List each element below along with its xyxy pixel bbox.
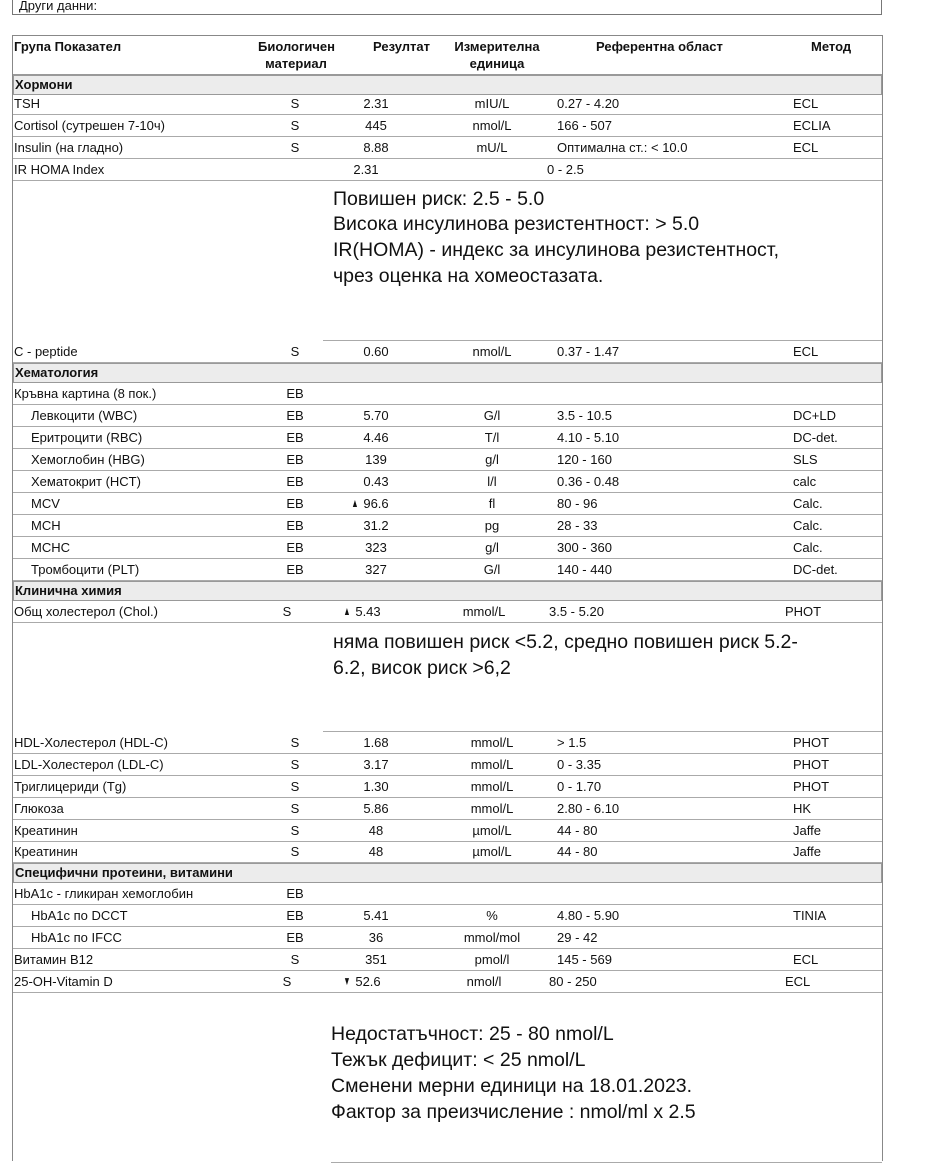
result-value: 1.30 bbox=[363, 779, 389, 794]
reference-range: 120 - 160 bbox=[557, 452, 612, 467]
test-name: 25-OH-Vitamin D bbox=[14, 974, 113, 989]
test-name: MCH bbox=[31, 518, 61, 533]
table-row bbox=[13, 137, 882, 159]
table-row bbox=[13, 798, 882, 820]
reference-range: 3.5 - 5.20 bbox=[549, 604, 604, 619]
material: S bbox=[290, 952, 300, 967]
test-name: HbA1c - гликиран хемоглобин bbox=[14, 886, 194, 901]
method: Jaffe bbox=[793, 844, 821, 859]
table-row bbox=[13, 115, 882, 137]
other-data-label: Други данни: bbox=[19, 0, 98, 13]
result-value: 323 bbox=[365, 540, 387, 555]
result-value: 4.46 bbox=[363, 430, 389, 445]
table-row bbox=[13, 754, 882, 776]
reference-range: 300 - 360 bbox=[557, 540, 612, 555]
method: Calc. bbox=[793, 496, 823, 511]
col-reference: Референтна област bbox=[596, 39, 723, 54]
section-title: Специфични протеини, витамини bbox=[15, 865, 233, 880]
test-name: HbA1c по IFCC bbox=[31, 930, 122, 945]
table-row bbox=[13, 559, 882, 581]
result-value: 445 bbox=[365, 118, 387, 133]
table-row bbox=[13, 601, 882, 623]
material: S bbox=[290, 344, 300, 359]
material: EB bbox=[286, 886, 304, 901]
reference-range: 3.5 - 10.5 bbox=[557, 408, 612, 423]
result-value: 5.86 bbox=[363, 801, 389, 816]
unit: mmol/mol bbox=[463, 930, 521, 945]
test-name: Триглицериди (Tg) bbox=[14, 779, 127, 794]
test-name: Витамин B12 bbox=[14, 952, 94, 967]
result-value: 31.2 bbox=[363, 518, 389, 533]
material: S bbox=[290, 96, 300, 111]
material: S bbox=[282, 604, 292, 619]
result-value: 5.41 bbox=[363, 908, 389, 923]
unit: T/l bbox=[484, 430, 500, 445]
reference-range: 166 - 507 bbox=[557, 118, 612, 133]
table-row bbox=[13, 493, 882, 515]
table-row bbox=[13, 471, 882, 493]
col-result: Резултат bbox=[373, 39, 430, 54]
material: EB bbox=[286, 562, 304, 577]
unit: pmol/l bbox=[474, 952, 510, 967]
result-value: 52.6 bbox=[355, 974, 381, 989]
table-row bbox=[13, 732, 882, 754]
test-name: Тромбоцити (PLT) bbox=[31, 562, 140, 577]
material: S bbox=[290, 735, 300, 750]
method: ECL bbox=[785, 974, 811, 989]
reference-range: 2.80 - 6.10 bbox=[557, 801, 620, 816]
material: S bbox=[290, 118, 300, 133]
unit: mmol/L bbox=[470, 779, 514, 794]
result-value: 3.17 bbox=[363, 757, 389, 772]
method: DC-det. bbox=[793, 430, 838, 445]
section-title: Хормони bbox=[15, 77, 73, 92]
result-value: 96.6 bbox=[363, 496, 389, 511]
unit: mmol/L bbox=[470, 801, 514, 816]
note-line: няма повишен риск <5.2, средно повишен риск 5.2- bbox=[333, 631, 798, 653]
method: ECL bbox=[793, 344, 819, 359]
arrow-up-icon: ▲ bbox=[343, 604, 351, 618]
material: S bbox=[290, 801, 300, 816]
test-name: Кръвна картина (8 пок.) bbox=[14, 386, 157, 401]
result-value: 36 bbox=[368, 930, 384, 945]
method: ECL bbox=[793, 96, 819, 111]
method: PHOT bbox=[785, 604, 822, 619]
reference-range: 29 - 42 bbox=[557, 930, 598, 945]
material: S bbox=[282, 974, 292, 989]
unit: l/l bbox=[487, 474, 497, 489]
reference-range: 44 - 80 bbox=[557, 844, 598, 859]
test-name: Еритроцити (RBC) bbox=[31, 430, 143, 445]
table-row bbox=[13, 905, 882, 927]
unit: mmol/L bbox=[470, 757, 514, 772]
method: TINIA bbox=[793, 908, 827, 923]
table-row bbox=[13, 971, 882, 993]
unit: fl bbox=[488, 496, 496, 511]
result-value: 5.70 bbox=[363, 408, 389, 423]
test-name: IR HOMA Index bbox=[14, 162, 105, 177]
material: S bbox=[290, 140, 300, 155]
unit: g/l bbox=[485, 452, 499, 467]
test-name: Левкоцити (WBC) bbox=[31, 408, 138, 423]
method: DC+LD bbox=[793, 408, 836, 423]
method: PHOT bbox=[793, 779, 830, 794]
result-value: 2.31 bbox=[363, 96, 389, 111]
result-value: 351 bbox=[365, 952, 387, 967]
reference-range: 0.27 - 4.20 bbox=[557, 96, 620, 111]
note-line: 6.2, висок риск >6,2 bbox=[333, 657, 511, 679]
result-value: 2.31 bbox=[353, 162, 379, 177]
result-value: 5.43 bbox=[355, 604, 381, 619]
note-line: Сменени мерни единици на 18.01.2023. bbox=[331, 1075, 693, 1097]
method: calc bbox=[793, 474, 817, 489]
other-data-box bbox=[12, 0, 882, 15]
section-header bbox=[13, 75, 882, 95]
reference-range: 80 - 250 bbox=[549, 974, 597, 989]
note-line: Фактор за преизчисление : nmol/ml x 2.5 bbox=[331, 1101, 696, 1123]
test-name: TSH bbox=[14, 96, 40, 111]
material: EB bbox=[286, 496, 304, 511]
method: ECL bbox=[793, 140, 819, 155]
method: Jaffe bbox=[793, 823, 821, 838]
material: EB bbox=[286, 408, 304, 423]
material: S bbox=[290, 757, 300, 772]
note-line: Тежък дефицит: < 25 nmol/L bbox=[331, 1049, 586, 1071]
method: SLS bbox=[793, 452, 818, 467]
material: EB bbox=[286, 930, 304, 945]
unit: mmol/L bbox=[470, 735, 514, 750]
table-row bbox=[13, 341, 882, 363]
section-header bbox=[13, 863, 882, 883]
unit: G/l bbox=[483, 562, 501, 577]
unit: % bbox=[486, 908, 498, 923]
reference-range: 0 - 2.5 bbox=[547, 162, 584, 177]
divider bbox=[323, 731, 882, 732]
result-value: 139 bbox=[365, 452, 387, 467]
section-title: Клинична химия bbox=[15, 583, 122, 598]
unit: pg bbox=[484, 518, 500, 533]
reference-range: > 1.5 bbox=[557, 735, 587, 750]
table-row bbox=[13, 93, 882, 115]
section-header bbox=[13, 363, 882, 383]
col-unit: Измерителна единица bbox=[454, 39, 540, 71]
result-value: 0.43 bbox=[363, 474, 389, 489]
table-row bbox=[13, 159, 882, 181]
table-row bbox=[13, 776, 882, 798]
reference-range: 44 - 80 bbox=[557, 823, 598, 838]
results-table bbox=[12, 35, 883, 1161]
method: Calc. bbox=[793, 518, 823, 533]
section-header bbox=[13, 581, 882, 601]
divider bbox=[323, 340, 882, 341]
method: PHOT bbox=[793, 735, 830, 750]
note-line: Недостатъчност: 25 - 80 nmol/L bbox=[331, 1023, 614, 1045]
material: S bbox=[290, 779, 300, 794]
unit: µmol/L bbox=[472, 844, 512, 859]
reference-range: 0 - 1.70 bbox=[557, 779, 602, 794]
col-material: Биологичен материал bbox=[258, 39, 336, 71]
result-value: 0.60 bbox=[363, 344, 389, 359]
note-line: Висока инсулинова резистентност: > 5.0 bbox=[333, 213, 700, 235]
table-row bbox=[13, 883, 882, 905]
result-value: 327 bbox=[365, 562, 387, 577]
material: EB bbox=[286, 452, 304, 467]
test-name: Креатинин bbox=[14, 823, 78, 838]
unit: g/l bbox=[485, 540, 499, 555]
table-row bbox=[13, 515, 882, 537]
material: EB bbox=[286, 518, 304, 533]
col-method: Метод bbox=[811, 39, 852, 54]
test-name: MCV bbox=[31, 496, 60, 511]
test-name: Общ холестерол (Chol.) bbox=[14, 604, 158, 619]
unit: µmol/L bbox=[472, 823, 512, 838]
material: EB bbox=[286, 908, 304, 923]
test-name: Хемоглобин (HBG) bbox=[31, 452, 145, 467]
col-group: Група Показател bbox=[14, 39, 122, 54]
reference-range: 145 - 569 bbox=[557, 952, 612, 967]
unit: nmol/l bbox=[466, 974, 502, 989]
note-line: IR(HOMA) - индекс за инсулинова резистентност, bbox=[333, 239, 779, 261]
unit: G/l bbox=[483, 408, 501, 423]
note-line: чрез оценка на хомеостазата. bbox=[333, 265, 604, 287]
test-name: LDL-Холестерол (LDL-C) bbox=[14, 757, 164, 772]
material: S bbox=[290, 844, 300, 859]
result-value: 1.68 bbox=[363, 735, 389, 750]
method: DC-det. bbox=[793, 562, 838, 577]
reference-range: Оптимална ст.: < 10.0 bbox=[557, 140, 688, 155]
test-name: MCHC bbox=[31, 540, 70, 555]
reference-range: 4.80 - 5.90 bbox=[557, 908, 620, 923]
method: Calc. bbox=[793, 540, 823, 555]
reference-range: 4.10 - 5.10 bbox=[557, 430, 620, 445]
reference-range: 0 - 3.35 bbox=[557, 757, 602, 772]
test-name: HbA1c по DCCT bbox=[31, 908, 128, 923]
reference-range: 140 - 440 bbox=[557, 562, 612, 577]
result-value: 48 bbox=[368, 844, 384, 859]
reference-range: 80 - 96 bbox=[557, 496, 598, 511]
test-name: Креатинин bbox=[14, 844, 78, 859]
table-row bbox=[13, 537, 882, 559]
method: HK bbox=[793, 801, 812, 816]
material: EB bbox=[286, 474, 304, 489]
note-line: Повишен риск: 2.5 - 5.0 bbox=[333, 188, 545, 210]
material: EB bbox=[286, 386, 304, 401]
material: EB bbox=[286, 430, 304, 445]
table-header bbox=[13, 36, 882, 75]
reference-range: 0.36 - 0.48 bbox=[557, 474, 620, 489]
arrow-up-icon: ▲ bbox=[351, 496, 359, 510]
table-row bbox=[13, 427, 882, 449]
test-name: Cortisol (сутрешен 7-10ч) bbox=[14, 118, 165, 133]
table-row bbox=[13, 927, 882, 949]
table-row bbox=[13, 405, 882, 427]
unit: nmol/L bbox=[472, 344, 512, 359]
section-title: Хематология bbox=[15, 365, 99, 380]
test-name: C - peptide bbox=[14, 344, 78, 359]
table-row bbox=[13, 449, 882, 471]
material: EB bbox=[286, 540, 304, 555]
method: ECL bbox=[793, 952, 819, 967]
test-name: HDL-Холестерол (HDL-C) bbox=[14, 735, 168, 750]
test-name: Глюкоза bbox=[14, 801, 64, 816]
method: ECLIA bbox=[793, 118, 831, 133]
result-value: 8.88 bbox=[363, 140, 389, 155]
table-row bbox=[13, 820, 882, 842]
reference-range: 28 - 33 bbox=[557, 518, 598, 533]
method: PHOT bbox=[793, 757, 830, 772]
test-name: Insulin (на гладно) bbox=[14, 140, 124, 155]
unit: mU/L bbox=[476, 140, 508, 155]
table-row bbox=[13, 949, 882, 971]
unit: nmol/L bbox=[472, 118, 512, 133]
unit: mIU/L bbox=[474, 96, 510, 111]
test-name: Хематокрит (HCT) bbox=[31, 474, 141, 489]
result-value: 48 bbox=[368, 823, 384, 838]
reference-range: 0.37 - 1.47 bbox=[557, 344, 620, 359]
arrow-down-icon: ▼ bbox=[343, 974, 351, 988]
table-row bbox=[13, 841, 882, 863]
unit: mmol/L bbox=[462, 604, 506, 619]
material: S bbox=[290, 823, 300, 838]
table-row bbox=[13, 383, 882, 405]
